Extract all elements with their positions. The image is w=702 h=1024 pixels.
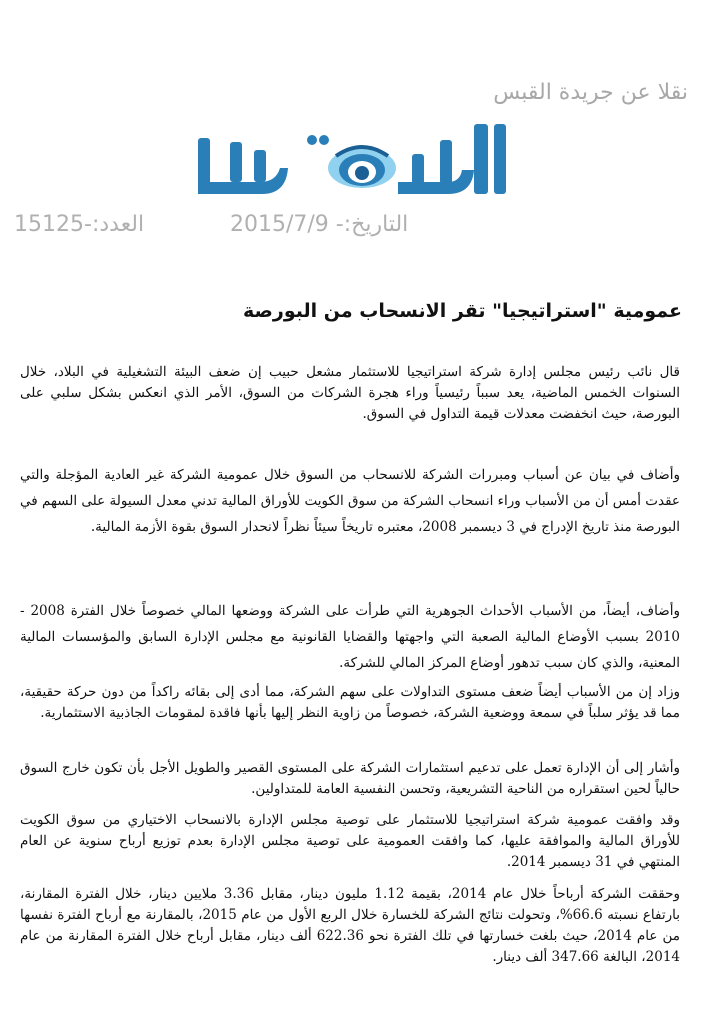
publication-date: التاريخ:- 2015/7/9 — [230, 212, 409, 237]
article-paragraph: وقد وافقت عمومية شركة استراتيجيا للاستثمار على توصية مجلس الإدارة بالانسحاب الاختياري من سوق الكويت للأوراق المالية والموافقة عليها، كما وافقت العمومية على توصية مجلس الإدارة بعدم توزيع أرباح سنوية عن العام المنتهي في 31 ديسمبر 2014. — [20, 811, 680, 870]
publication-meta — [0, 208, 702, 248]
article-paragraph: وحققت الشركة أرباحاً خلال عام 2014، بقيمة 1.12 مليون دينار، مقابل 3.36 ملايين دينار، خلال الفترة المقارنة، بارتفاع نسبته 66.6%، وتحولت نتائج الشركة للخسارة خلال الربع الأول من عام 2015، بالمقارنة مع أرباح الفترة نفسها من عام 2014، حيث بلغت خسارتها في تلك الفترة نحو 622.36 ألف دينار، مقابل أرباح خلال الفترة المقارنة من عام 2014، البالغة 347.66 ألف دينار. — [20, 885, 680, 965]
issue-number: العدد:-15125 — [14, 212, 145, 237]
article-headline: عمومية "استراتيجيا" تقر الانسحاب من البورصة — [243, 300, 682, 322]
eye-emblem-icon — [328, 147, 396, 188]
source-note: نقلا عن جريدة القبس — [493, 80, 688, 105]
newspaper-logo — [190, 120, 510, 215]
article-paragraph: وأشار إلى أن الإدارة تعمل على تدعيم استثمارات الشركة على المستوى القصير والطويل الأجل بأن تكون خارج السوق حالياً لحين استقراره من الناحية التشريعية، وتحسن النفسية العامة للمتداولين. — [20, 759, 680, 797]
article-paragraph: وأضاف في بيان عن أسباب ومبررات الشركة للانسحاب من السوق خلال عمومية الشركة غير العادية المؤجلة والتي عقدت أمس أن من الأسباب وراء انسحاب الشركة من سوق الكويت للأوراق المالية تدني معدل السيولة على السهم في البورصة منذ تاريخ الإدراج في 3 ديسمبر 2008، معتبره تاريخاً سيئاً نظراً لانحدار السوق بقوة الأزمة المالية. — [20, 466, 680, 535]
article-paragraph: قال نائب رئيس مجلس إدارة شركة استراتيجيا للاستثمار مشعل حبيب إن ضعف البيئة التشغيلية في البلاد، خلال السنوات الخمس الماضية، يعد سبباً رئيسياً وراء هجرة الشركات من السوق، الأمر الذي انعكس بشكل سلبي على البورصة، حيث انخفضت معدلات قيمة التداول في السوق. — [20, 363, 680, 422]
article-paragraph: وأضاف، أيضاً، من الأسباب الأحداث الجوهرية التي طرأت على الشركة ووضعها المالي خصوصاً خلال الفترة 2008 - 2010 بسبب الأوضاع المالية الصعبة التي واجهتها والقضايا القانونية مع مجلس الإدارة السابق والمؤسسات المالية المعنية، والذي كان سبب تدهور أوضاع المركز المالي للشركة. — [20, 602, 680, 671]
article-paragraph: وزاد إن من الأسباب أيضاً ضعف مستوى التداولات على سهم الشركة، مما أدى إلى بقائه راكداً من دون حركة حقيقية، مما قد يؤثر سلباً في سمعة ووضعية الشركة، خصوصاً من زاوية النظر إليها بأنها فاقدة لمقومات الجاذبية الاستثمارية. — [20, 683, 680, 721]
